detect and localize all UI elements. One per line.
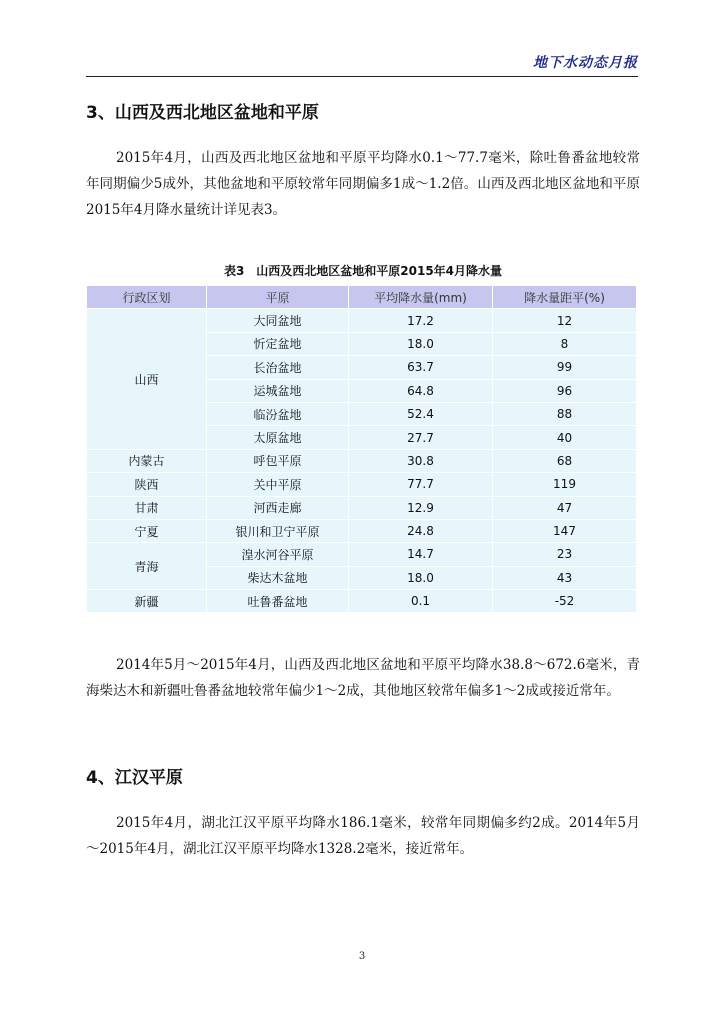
report-header-title: 地下水动态月报 xyxy=(533,55,638,71)
plain-cell: 呼包平原 xyxy=(207,449,349,472)
plain-cell: 太原盆地 xyxy=(207,426,349,449)
header-rule xyxy=(86,76,638,77)
precip-cell: 14.7 xyxy=(349,543,493,566)
precip-cell: 52.4 xyxy=(349,402,493,425)
section-3-paragraph-2: 2014年5月～2015年4月，山西及西北地区盆地和平原平均降水38.8～672.6毫米，青海柴达木和新疆吐鲁番盆地较常年偏少1～2成，其他地区较常年偏多1～2成或接近常年。 xyxy=(86,657,640,699)
region-cell: 内蒙古 xyxy=(87,449,207,472)
table-row xyxy=(87,543,637,566)
plain-cell: 河西走廊 xyxy=(207,496,349,519)
header-plain: 平原 xyxy=(207,286,349,309)
region-cell: 甘肃 xyxy=(87,496,207,519)
precip-cell: 30.8 xyxy=(349,449,493,472)
precip-cell: 24.8 xyxy=(349,519,493,542)
precip-cell: 63.7 xyxy=(349,356,493,379)
plain-cell: 临汾盆地 xyxy=(207,402,349,425)
anomaly-cell: 88 xyxy=(493,402,637,425)
plain-cell: 吐鲁番盆地 xyxy=(207,590,349,613)
anomaly-cell: 47 xyxy=(493,496,637,519)
plain-cell: 湟水河谷平原 xyxy=(207,543,349,566)
precip-cell: 12.9 xyxy=(349,496,493,519)
table-row xyxy=(87,473,637,496)
section-3-heading: 3、山西及西北地区盆地和平原 xyxy=(86,103,319,123)
anomaly-cell: -52 xyxy=(493,590,637,613)
plain-cell: 长治盆地 xyxy=(207,356,349,379)
table-row xyxy=(87,449,637,472)
region-cell: 青海 xyxy=(87,543,207,590)
section-3-paragraph-1: 2015年4月，山西及西北地区盆地和平原平均降水0.1～77.7毫米，除吐鲁番盆地较常年同期偏少5成外，其他盆地和平原较常年同期偏多1成～1.2倍。山西及西北地区盆地和平原2015年4月降水量统计详见表3。 xyxy=(86,150,640,218)
anomaly-cell: 96 xyxy=(493,379,637,402)
precip-cell: 64.8 xyxy=(349,379,493,402)
table-row xyxy=(87,496,637,519)
table-row xyxy=(87,309,637,332)
header-region: 行政区划 xyxy=(87,286,207,309)
precipitation-table xyxy=(86,285,637,613)
plain-cell: 银川和卫宁平原 xyxy=(207,519,349,542)
section-4-paragraph: 2015年4月，湖北江汉平原平均降水186.1毫米，较常年同期偏多约2成。2014年5月～2015年4月，湖北江汉平原平均降水1328.2毫米，接近常年。 xyxy=(86,815,640,857)
table-3-caption: 表3 山西及西北地区盆地和平原2015年4月降水量 xyxy=(223,264,503,278)
precip-cell: 0.1 xyxy=(349,590,493,613)
region-cell: 宁夏 xyxy=(87,519,207,542)
plain-cell: 运城盆地 xyxy=(207,379,349,402)
precip-cell: 77.7 xyxy=(349,473,493,496)
region-cell: 新疆 xyxy=(87,590,207,613)
table-row xyxy=(87,519,637,542)
region-cell: 山西 xyxy=(87,309,207,449)
header-precip: 平均降水量(mm) xyxy=(349,286,493,309)
anomaly-cell: 8 xyxy=(493,332,637,355)
plain-cell: 大同盆地 xyxy=(207,309,349,332)
anomaly-cell: 68 xyxy=(493,449,637,472)
precip-cell: 18.0 xyxy=(349,332,493,355)
anomaly-cell: 99 xyxy=(493,356,637,379)
plain-cell: 关中平原 xyxy=(207,473,349,496)
section-4-heading: 4、江汉平原 xyxy=(86,768,183,788)
table-header-row xyxy=(87,286,637,309)
table-row xyxy=(87,590,637,613)
anomaly-cell: 40 xyxy=(493,426,637,449)
plain-cell: 忻定盆地 xyxy=(207,332,349,355)
anomaly-cell: 119 xyxy=(493,473,637,496)
precip-cell: 18.0 xyxy=(349,566,493,589)
precip-cell: 27.7 xyxy=(349,426,493,449)
page-number: 3 xyxy=(358,951,366,962)
anomaly-cell: 147 xyxy=(493,519,637,542)
anomaly-cell: 12 xyxy=(493,309,637,332)
anomaly-cell: 43 xyxy=(493,566,637,589)
precip-cell: 17.2 xyxy=(349,309,493,332)
anomaly-cell: 23 xyxy=(493,543,637,566)
plain-cell: 柴达木盆地 xyxy=(207,566,349,589)
region-cell: 陕西 xyxy=(87,473,207,496)
header-anomaly: 降水量距平(%) xyxy=(493,286,637,309)
